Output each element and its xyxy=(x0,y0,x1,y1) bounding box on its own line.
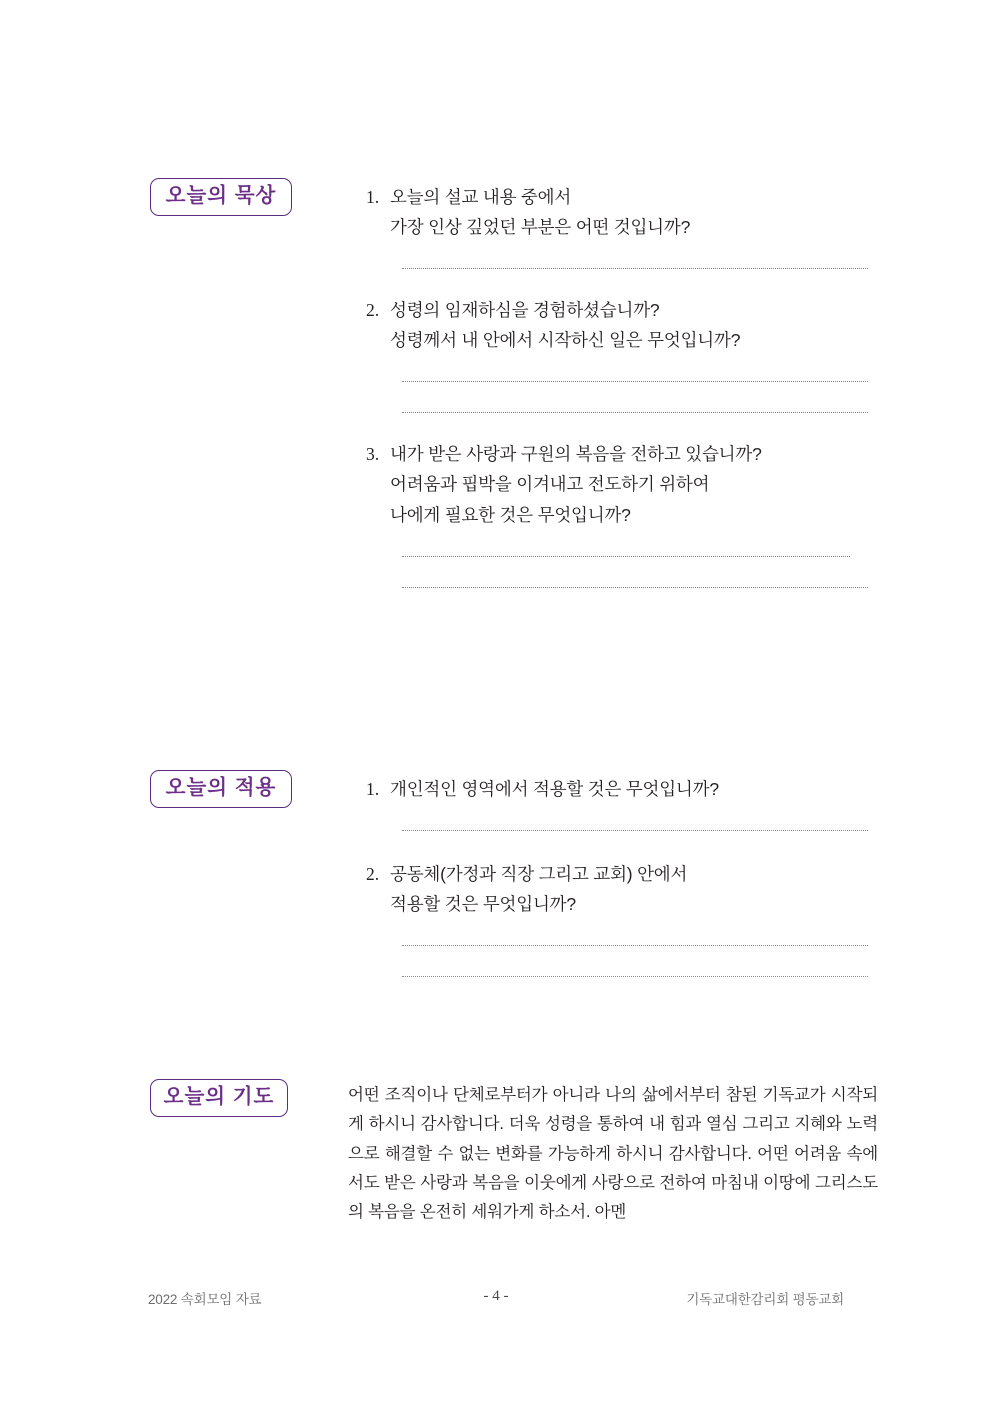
question-line: 나에게 필요한 것은 무엇입니까? xyxy=(390,504,631,525)
question-item xyxy=(366,182,866,269)
question-text xyxy=(390,774,719,804)
answer-line[interactable] xyxy=(402,945,868,946)
answer-line[interactable] xyxy=(402,976,868,977)
application-section xyxy=(150,770,866,997)
question-line: 성령께서 내 안에서 시작하신 일은 무엇입니까? xyxy=(390,330,741,351)
meditation-questions xyxy=(366,178,866,608)
footer-right-text: 기독교대한감리회 평동교회 xyxy=(686,1292,844,1307)
question-text xyxy=(390,182,690,242)
question-line: 가장 인상 깊었던 부분은 어떤 것입니까? xyxy=(390,217,691,238)
answer-line[interactable] xyxy=(402,587,868,588)
question-line: 공동체(가정과 직장 그리고 교회) 안에서 xyxy=(390,864,688,885)
meditation-section xyxy=(150,178,866,608)
question-item xyxy=(366,774,866,831)
prayer-section xyxy=(150,1079,878,1228)
footer-left-text: 2022 속회모임 자료 xyxy=(148,1292,262,1307)
question-number: 2. xyxy=(366,300,380,321)
question-number: 2. xyxy=(366,864,380,885)
question-text xyxy=(390,859,687,919)
page-footer xyxy=(0,1288,992,1312)
question-number: 1. xyxy=(366,779,380,799)
question-item xyxy=(366,439,866,587)
application-tag: 오늘의 적용 xyxy=(150,770,292,808)
question-line: 오늘의 설교 내용 중에서 xyxy=(390,187,572,207)
question-item xyxy=(366,295,866,413)
question-line: 어려움과 핍박을 이겨내고 전도하기 위하여 xyxy=(390,474,710,495)
answer-line[interactable] xyxy=(402,381,868,382)
question-line: 개인적인 영역에서 적용할 것은 무엇입니까? xyxy=(390,779,719,799)
meditation-tag: 오늘의 묵상 xyxy=(150,178,292,216)
page-number: - 4 - xyxy=(483,1288,509,1304)
question-number: 3. xyxy=(366,444,380,465)
prayer-text: 어떤 조직이나 단체로부터가 아니라 나의 삶에서부터 참된 기독교가 시작되게 하시니 감사합니다. 더욱 성령을 통하여 내 힘과 열심 그리고 지혜와 노력으로 해결할 수 없는 변화를 가능하게 하시니 감사합니다. 어떤 어려움 속에서도 받은 사랑과 복음을 이웃에게 사랑으로 전하여 마침내 이땅에 그리스도의 복음을 온전히 세워가게 하소서. 아멘 xyxy=(348,1086,878,1222)
prayer-body xyxy=(348,1079,878,1228)
question-line: 성령의 임재하심을 경험하셨습니까? xyxy=(390,300,660,321)
question-text xyxy=(390,439,762,529)
answer-line[interactable] xyxy=(402,412,868,413)
prayer-tag: 오늘의 기도 xyxy=(150,1079,288,1117)
question-number: 1. xyxy=(366,187,380,207)
answer-line[interactable] xyxy=(402,556,850,557)
question-text xyxy=(390,295,740,355)
answer-line[interactable] xyxy=(402,830,868,831)
answer-line[interactable] xyxy=(402,268,868,269)
question-line: 내가 받은 사랑과 구원의 복음을 전하고 있습니까? xyxy=(390,444,762,465)
question-item xyxy=(366,859,866,977)
question-line: 적용할 것은 무엇입니까? xyxy=(390,894,576,915)
application-questions xyxy=(366,770,866,997)
